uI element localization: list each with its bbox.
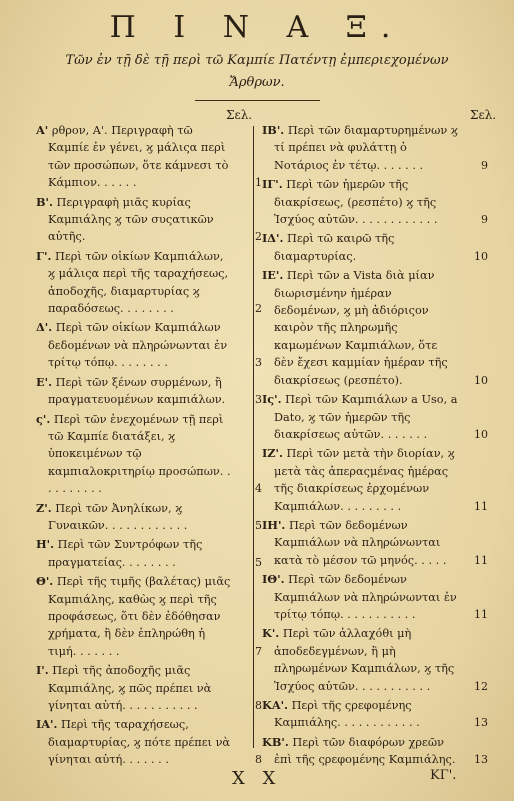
entry-page-number: 9	[481, 213, 488, 227]
entry-text: Περὶ τῶν ἡμερῶν τῆς διακρίσεως, (ρεσπέτο) ϗ τῆς Ἰσχύος αὐτῶν. . . . . . . . . . . .	[274, 178, 438, 227]
toc-entry	[36, 319, 262, 371]
entry-page-number: 2	[255, 230, 262, 244]
toc-entry	[262, 625, 488, 695]
entry-text: Περὶ τῆς ἀποδοχῆς μιᾶς Καμπιάλης, ϗ πῶς πρέπει νὰ γίνηται αὐτή. . . . . . . . . . .	[48, 664, 212, 712]
toc-entry	[36, 122, 262, 192]
entry-page-number: 13	[474, 716, 488, 730]
entry-number: Η'.	[36, 537, 55, 552]
entry-number: Ζ'.	[36, 500, 52, 515]
entry-number: Θ'.	[36, 574, 54, 589]
toc-entry	[36, 374, 262, 409]
entry-text: Περὶ τῶν Ἀνηλίκων, ϗ Γυναικῶν. . . . . . . . . . . .	[48, 501, 188, 532]
entry-page-number: 1	[255, 176, 262, 190]
entry-number: ΚΒ'.	[262, 734, 289, 749]
entry-text: Περιγραφὴ μιᾶς κυρίας Καμπιάλης ϗ τῶν συςατικῶν αὐτῆς.	[48, 195, 214, 244]
toc-entry	[262, 267, 488, 389]
entry-number: ς'.	[36, 411, 51, 426]
entry-number: Ε'.	[36, 374, 53, 389]
entry-text: Περὶ τῶν Συντρόφων τῆς πραγματείας. . . . . . . .	[48, 538, 203, 569]
page-title: Π Ι Ν Α Ξ.	[109, 10, 405, 45]
entry-page-number: 10	[474, 249, 488, 263]
entry-page-number: 5	[255, 518, 262, 532]
entry-text: Περὶ τῆς τιμῆς (βαλέτας) μιᾶς Καμπιάλης, καθὼς ϗ περὶ τῆς προφάσεως, ὅτι δὲν ἐδόθησαν χρήματα, ἢ δὲν ἐπληρώθη ἡ τιμή. . . . . . .	[48, 575, 231, 658]
entry-text: Περὶ τῶν μετὰ τὴν διορίαν, ϗ μετὰ τὰς ἀπεραςμένας ἡμέρας τῆς διακρίσεως ἐρχομένων Καμπιάλων. . . . . . . . .	[274, 447, 455, 513]
entry-text: Περὶ τῶν ξένων συρμένων, ἢ πραγματευομένων καμπιάλων.	[48, 375, 226, 407]
toc-entry	[262, 697, 488, 732]
entry-text: ρθρον, Α'. Περιγραφὴ τῶ Καμπίε ἐν γένει, ϗ μάλιςα περὶ τῶν προσώπων, ὅτε κάμνεσι τὸ Κάμπιον. . . . . .	[48, 124, 229, 190]
entry-number: Β'.	[36, 194, 53, 209]
entry-number: ΙΘ'.	[262, 572, 285, 587]
signature-mark: Χ Χ	[232, 768, 282, 789]
entry-number: ΙΗ'.	[262, 517, 286, 532]
catchword: ΚΓ'.	[430, 768, 457, 783]
entry-page-number: 2	[255, 302, 262, 316]
entry-text: Περὶ τῶν οἰκίων Καμπιάλων, ϗ μάλιςα περὶ τῆς ταραχήσεως, ἀποδοχῆς, διαμαρτυρίας ϗ παραδόσεως. . . . . . . .	[48, 249, 229, 316]
toc-entry	[262, 230, 488, 265]
entry-page-number: 11	[474, 499, 488, 513]
toc-entry	[36, 411, 262, 498]
entry-text: Περὶ τῶν διαμαρτυρημένων ϗ τί πρέπει νὰ φυλάττῃ ὁ Νοτάριος ἐν τέτῳ. . . . . . .	[274, 124, 458, 172]
toc-entry	[36, 500, 262, 535]
entry-number: Γ'.	[36, 248, 52, 263]
entry-text: Περὶ τῆς ςρεφομένης Καμπιάλης. . . . . . . . . . . .	[274, 699, 420, 730]
toc-entry	[262, 122, 488, 174]
entry-page-number: 7	[255, 644, 262, 658]
toc-entry	[262, 176, 488, 228]
toc-entry	[36, 662, 262, 714]
entry-number: Ι'.	[36, 663, 49, 678]
entry-page-number: 10	[474, 427, 488, 441]
entry-text: Περὶ τῶν διαφόρων χρεῶν ἐπὶ τῆς ςρεφομένης Καμπιάλης.	[274, 735, 456, 767]
left-column-page-heading: Σελ.	[226, 108, 253, 122]
page-subtitle: Τῶν ἐν τῇ δὲ τῇ περὶ τῶ Καμπίε Πατέντῃ ἐμπεριεχομένων Ἄρθρων.	[65, 53, 449, 90]
entry-text: Περὶ τῆς ταραχήσεως, διαμαρτυρίας, ϗ πότε πρέπει νὰ γίνηται αὐτή. . . . . . .	[48, 718, 231, 767]
entry-page-number: 8	[255, 699, 262, 712]
entry-page-number: 3	[255, 393, 262, 407]
entry-number: Δ'.	[36, 320, 53, 335]
entry-text: Περὶ τῶ καιρῶ τῆς διαμαρτυρίας.	[274, 232, 395, 263]
entry-page-number: 12	[474, 679, 488, 693]
entry-page-number: 13	[474, 753, 488, 767]
entry-text: Περὶ τῶν Καμπιάλων a Uso, a Dato, ϗ τῶν ἡμερῶν τῆς διακρίσεως αὐτῶν. . . . . . .	[274, 393, 458, 441]
entry-page-number: 3	[255, 356, 262, 370]
left-column	[36, 122, 262, 771]
toc-entry	[262, 391, 488, 443]
toc-entry	[36, 248, 262, 318]
entry-number: Ις'.	[262, 392, 282, 407]
entry-number: ΙΑ'.	[36, 717, 58, 732]
title-rule	[195, 100, 320, 101]
entry-page-number: 8	[255, 753, 262, 767]
entry-text: Περὶ τῶν δεδομένων Καμπιάλων νὰ πληρώνωνται ἐν τρίτῳ τόπῳ. . . . . . . . . . .	[274, 573, 457, 621]
entry-text: Περὶ τῶν a Vista διὰ μίαν διωρισμένην ἡμέραν δεδομένων, ϗ μὴ ἀδιόριςον καιρὸν τῆς πληρωμῆς καμωμένων Καμπιάλων, ὅτε δὲν ἔχεσι καμμίαν ἡμέραν τῆς διακρίσεως (ρεσπέτο).	[274, 269, 448, 387]
entry-text: Περὶ τῶν ἀλλαχόθι μὴ ἀποδεδεγμένων, ἢ μὴ πληρωμένων Καμπιάλων, ϗ τῆς Ἰσχύος αὐτῶν. . . . . . . . . . .	[274, 627, 455, 693]
entry-page-number: 11	[474, 553, 488, 567]
entry-text: Περὶ τῶν οἰκίων Καμπιάλων δεδομένων νὰ πληρώνωνται ἐν τρίτῳ τόπῳ. . . . . . . .	[48, 321, 228, 370]
right-column	[262, 122, 488, 771]
entry-page-number: 4	[255, 482, 262, 496]
toc-entry	[262, 445, 488, 515]
entry-number: ΙΒ'.	[262, 123, 285, 137]
entry-number: ΙΔ'.	[262, 231, 284, 246]
entry-page-number: 5	[255, 555, 262, 569]
toc-entry	[262, 517, 488, 569]
entry-number: ΚΑ'.	[262, 698, 288, 712]
entry-text: Περὶ τῶν ἐνεχομένων τῇ περὶ τῶ Καμπίε διατάξει, ϗ ὑποκειμένων τῷ καμπιαλοκριτηρίῳ προσώπων. . . . . . . . . .	[48, 412, 231, 496]
toc-entry	[262, 571, 488, 623]
entry-number: Κ'.	[262, 626, 280, 641]
right-column-page-heading: Σελ.	[470, 108, 497, 122]
entry-page-number: 10	[474, 373, 488, 387]
toc-entry	[262, 734, 488, 769]
entry-number: Α'	[36, 123, 49, 137]
entry-text: Περὶ τῶν δεδομένων Καμπιάλων νὰ πληρώνωνται κατὰ τὸ μέσον τῶ μηνός. . . . .	[274, 518, 447, 567]
entry-number: ΙΕ'.	[262, 268, 284, 283]
toc-entry	[36, 536, 262, 571]
entry-page-number: 11	[474, 607, 488, 621]
toc-entry	[36, 194, 262, 246]
entry-page-number: 9	[481, 158, 488, 172]
entry-number: ΙΓ'.	[262, 177, 283, 192]
toc-entry	[36, 716, 262, 768]
entry-number: ΙΖ'.	[262, 446, 283, 461]
toc-entry	[36, 573, 262, 660]
